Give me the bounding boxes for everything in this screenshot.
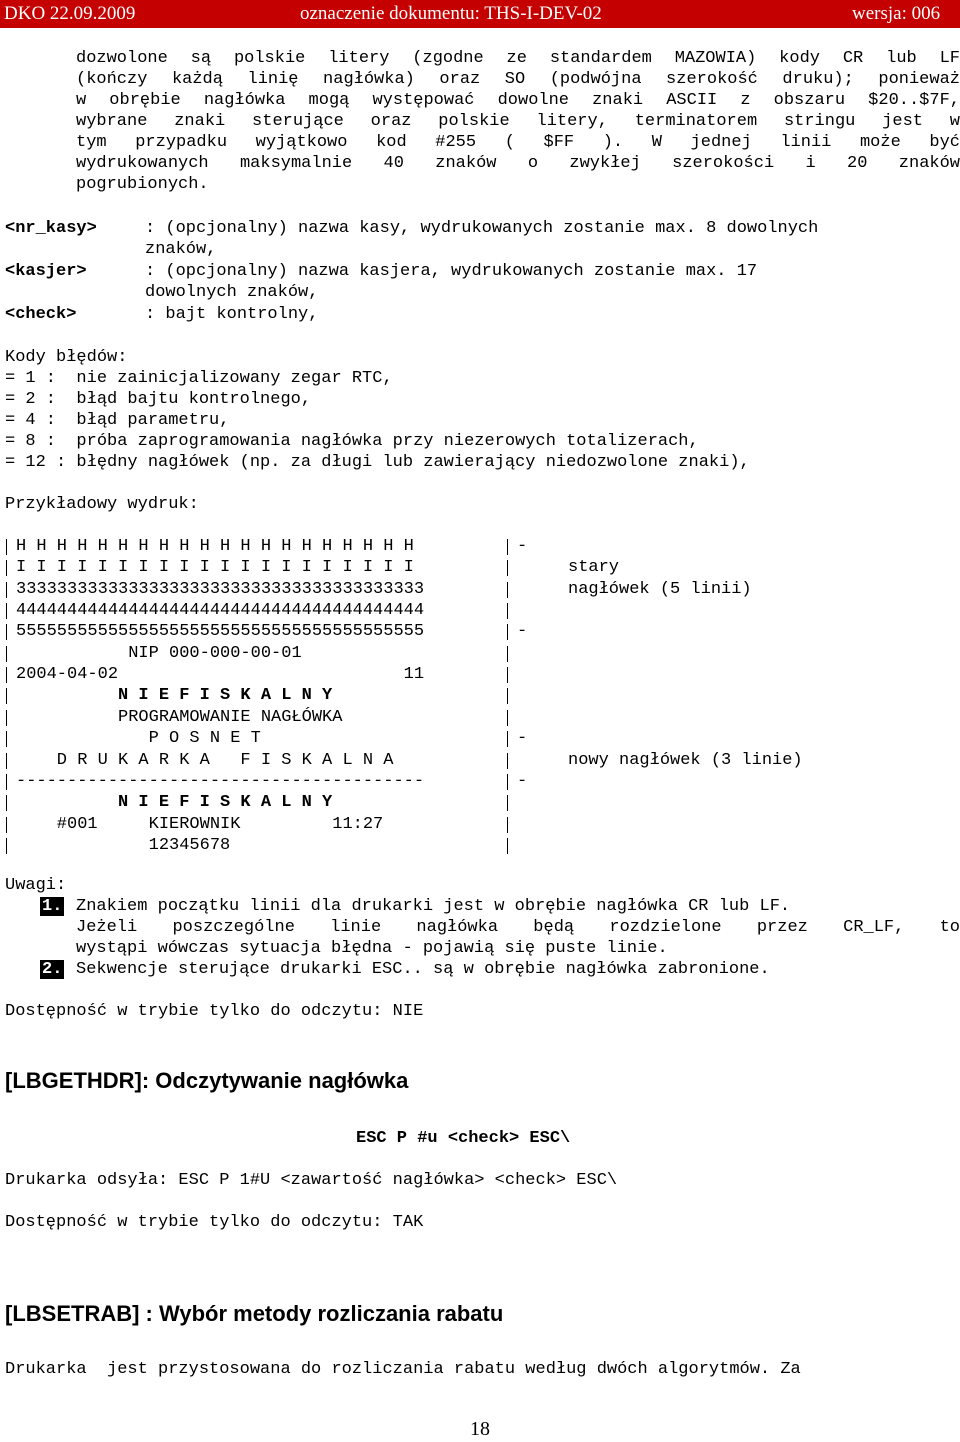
receipt-border-left bbox=[6, 667, 7, 683]
receipt-line: D R U K A R K A F I S K A L N A bbox=[16, 751, 394, 770]
receipt-line: 3333333333333333333333333333333333333333 bbox=[16, 580, 425, 599]
note-number-badge: 2. bbox=[42, 960, 63, 979]
receipt-border-right bbox=[507, 539, 508, 555]
receipt-border-right bbox=[507, 795, 508, 811]
receipt-border-right bbox=[507, 774, 508, 790]
error-code: = 12 : błędny nagłówek (np. za długi lub zawierający niedozwolone znaki), bbox=[5, 453, 750, 472]
receipt-line: N I E F I S K A L N Y bbox=[16, 793, 333, 812]
note-number-badge: 1. bbox=[42, 897, 63, 916]
receipt-line: NIP 000-000-00-01 bbox=[16, 644, 302, 663]
section-title-lbgethdr: [LBGETHDR]: Odczytywanie nagłówka bbox=[5, 1068, 409, 1093]
command-syntax: ESC P #u <check> ESC\ bbox=[356, 1129, 571, 1148]
receipt-border-left bbox=[6, 560, 7, 576]
header-version: wersja: 006 bbox=[852, 3, 941, 24]
receipt-border-right bbox=[507, 688, 508, 704]
receipt-border-left bbox=[6, 582, 7, 598]
receipt-line: #001 KIEROWNIK 11:27 bbox=[16, 815, 384, 834]
header-doc-id: oznaczenie dokumentu: THS-I-DEV-02 bbox=[300, 3, 602, 24]
document-header bbox=[0, 0, 960, 28]
note-line: Sekwencje sterujące drukarki ESC.. są w obrębie nagłówka zabronione. bbox=[76, 960, 770, 979]
intro-line: tym przypadku wyjątkowo kod #255 ( $FF ). W jednej linii może być bbox=[76, 133, 960, 152]
receipt-line: N I E F I S K A L N Y bbox=[16, 686, 333, 705]
receipt-border-right bbox=[507, 582, 508, 598]
section-title-lbsetrab: [LBSETRAB] : Wybór metody rozliczania rabatu bbox=[5, 1301, 504, 1326]
receipt-border-left bbox=[6, 774, 7, 790]
receipt-border-right bbox=[507, 560, 508, 576]
receipt-annotation: nowy nagłówek (3 linie) bbox=[568, 751, 803, 770]
receipt-border-left bbox=[6, 838, 7, 854]
intro-line: (kończy każdą linię nagłówka) oraz SO (podwójna szerokość druku); ponieważ bbox=[76, 70, 960, 89]
param-name: <check> bbox=[5, 305, 77, 324]
note-number bbox=[40, 959, 64, 980]
receipt-line: 2004-04-02 11 bbox=[16, 665, 425, 684]
param-desc: dowolnych znaków, bbox=[145, 283, 319, 302]
param-desc: : bajt kontrolny, bbox=[145, 305, 319, 324]
receipt-line: 4444444444444444444444444444444444444444 bbox=[16, 601, 425, 620]
error-code: = 1 : nie zainicjalizowany zegar RTC, bbox=[5, 369, 393, 388]
receipt-line: 12345678 bbox=[16, 836, 231, 855]
receipt-border-left bbox=[6, 753, 7, 769]
receipt-border-right bbox=[507, 603, 508, 619]
receipt-border-left bbox=[6, 731, 7, 747]
param-desc: : (opcjonalny) nazwa kasy, wydrukowanych zostanie max. 8 dowolnych bbox=[145, 219, 819, 238]
receipt-line: H H H H H H H H H H H H H H H H H H H H bbox=[16, 537, 414, 556]
receipt-border-left bbox=[6, 710, 7, 726]
printer-response: Drukarka odsyła: ESC P 1#U <zawartość nagłówka> <check> ESC\ bbox=[5, 1171, 618, 1190]
receipt-marker: - bbox=[517, 729, 528, 748]
intro-line: dozwolone są polskie litery (zgodne ze standardem MAZOWIA) kody CR lub LF bbox=[76, 49, 960, 68]
receipt-line: 5555555555555555555555555555555555555555 bbox=[16, 622, 425, 641]
note-line: Znakiem początku linii dla drukarki jest w obrębie nagłówka CR lub LF. bbox=[76, 897, 791, 916]
intro-line: pogrubionych. bbox=[76, 175, 209, 194]
receipt-border-left bbox=[6, 624, 7, 640]
receipt-border-right bbox=[507, 667, 508, 683]
receipt-annotation: nagłówek (5 linii) bbox=[568, 580, 752, 599]
receipt-marker: - bbox=[517, 537, 528, 556]
receipt-border-left bbox=[6, 646, 7, 662]
page-number: 18 bbox=[470, 1418, 490, 1440]
receipt-line: P O S N E T bbox=[16, 729, 261, 748]
header-date: DKO 22.09.2009 bbox=[4, 3, 136, 24]
receipt-border-left bbox=[6, 817, 7, 833]
receipt-border-right bbox=[507, 710, 508, 726]
receipt-border-right bbox=[507, 817, 508, 833]
receipt-border-right bbox=[507, 753, 508, 769]
param-name: <nr_kasy> bbox=[5, 219, 97, 238]
receipt-line: I I I I I I I I I I I I I I I I I I I I bbox=[16, 558, 414, 577]
availability-readonly: Dostępność w trybie tylko do odczytu: TAK bbox=[5, 1213, 424, 1232]
example-title: Przykładowy wydruk: bbox=[5, 495, 199, 514]
receipt-border-right bbox=[507, 838, 508, 854]
receipt-border-left bbox=[6, 688, 7, 704]
note-line: Jeżeli poszczególne linie nagłówka będą rozdzielone przez CR_LF, to bbox=[76, 918, 960, 937]
intro-line: w obrębie nagłówka mogą występować dowolne znaki ASCII z obszaru $20..$7F, bbox=[76, 91, 960, 110]
error-code: = 2 : błąd bajtu kontrolnego, bbox=[5, 390, 312, 409]
availability-readonly: Dostępność w trybie tylko do odczytu: NIE bbox=[5, 1002, 424, 1021]
receipt-marker: - bbox=[517, 772, 528, 791]
receipt-annotation: stary bbox=[568, 558, 620, 577]
errors-title: Kody błędów: bbox=[5, 348, 128, 367]
param-name: <kasjer> bbox=[5, 262, 87, 281]
intro-line: wybrane znaki sterujące oraz polskie litery, terminatorem stringu jest w bbox=[76, 112, 960, 131]
param-desc: : (opcjonalny) nazwa kasjera, wydrukowanych zostanie max. 17 bbox=[145, 262, 758, 281]
notes-title: Uwagi: bbox=[5, 876, 67, 895]
receipt-border-right bbox=[507, 731, 508, 747]
note-number bbox=[40, 896, 64, 917]
section-text: Drukarka jest przystosowana do rozliczania rabatu według dwóch algorytmów. Za bbox=[5, 1360, 801, 1379]
receipt-border-right bbox=[507, 646, 508, 662]
error-code: = 8 : próba zaprogramowania nagłówka przy niezerowych totalizerach, bbox=[5, 432, 699, 451]
receipt-marker: - bbox=[517, 622, 528, 641]
receipt-line: PROGRAMOWANIE NAGŁÓWKA bbox=[16, 708, 343, 727]
receipt-border-left bbox=[6, 603, 7, 619]
param-desc: znaków, bbox=[145, 240, 217, 259]
receipt-line: ---------------------------------------- bbox=[16, 772, 425, 791]
intro-line: wydrukowanych maksymalnie 40 znaków o zwykłej szerokości i 20 znaków bbox=[76, 154, 960, 173]
note-line: wystąpi wówczas sytuacja błędna - pojawią się puste linie. bbox=[76, 939, 668, 958]
error-code: = 4 : błąd parametru, bbox=[5, 411, 230, 430]
intro-paragraph bbox=[76, 48, 960, 195]
receipt-border-right bbox=[507, 624, 508, 640]
receipt-border-left bbox=[6, 795, 7, 811]
receipt-border-left bbox=[6, 539, 7, 555]
